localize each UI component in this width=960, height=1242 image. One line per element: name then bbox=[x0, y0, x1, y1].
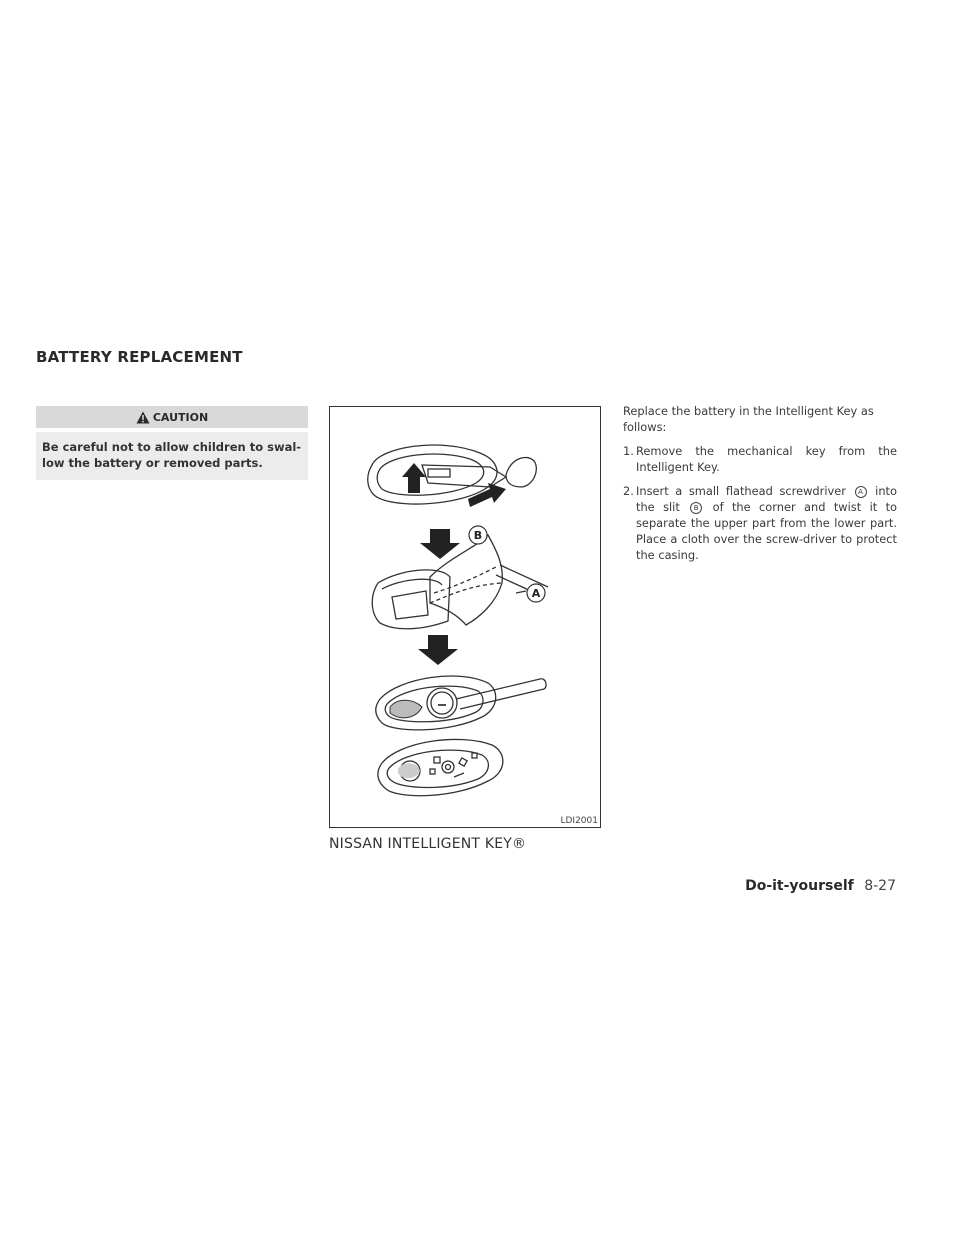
step-text bbox=[636, 483, 897, 563]
page-footer bbox=[745, 878, 896, 894]
caution-header bbox=[36, 406, 308, 428]
caution-heading: CAUTION bbox=[152, 410, 209, 424]
step-2-part-3: of the corner and twist it to separate the upper part from the lower part. Place a cloth over the screw-driver to protect the casing. bbox=[636, 500, 898, 562]
page-number: 8-27 bbox=[864, 878, 896, 894]
step-number: 1. bbox=[623, 444, 634, 458]
figure-code: LDI2001 bbox=[560, 816, 598, 826]
step-2-part-1: Insert a small flathead screwdriver bbox=[636, 484, 846, 498]
step-1 bbox=[623, 443, 897, 475]
key-illustration bbox=[330, 407, 602, 829]
marker-b: B bbox=[690, 502, 702, 514]
instructions bbox=[623, 403, 897, 571]
step-number: 2. bbox=[623, 484, 634, 498]
caution-box bbox=[36, 406, 308, 480]
chapter-name: Do-it-yourself bbox=[745, 878, 854, 894]
label-a: A bbox=[531, 587, 541, 600]
intro-text: Replace the battery in the Intelligent Key as follows: bbox=[623, 404, 874, 434]
figure-caption: NISSAN INTELLIGENT KEY® bbox=[329, 836, 527, 852]
key-battery-figure bbox=[329, 406, 601, 828]
warning-icon bbox=[136, 411, 150, 424]
step-text: Remove the mechanical key from the Intelligent Key. bbox=[636, 444, 897, 474]
section-title: BATTERY REPLACEMENT bbox=[36, 348, 243, 366]
marker-a: A bbox=[855, 486, 867, 498]
step-2 bbox=[623, 483, 897, 563]
label-b: B bbox=[473, 529, 483, 542]
caution-text: Be careful not to allow children to swal-low the battery or removed parts. bbox=[36, 432, 308, 480]
step-2-part-2: into the slit bbox=[636, 484, 897, 514]
